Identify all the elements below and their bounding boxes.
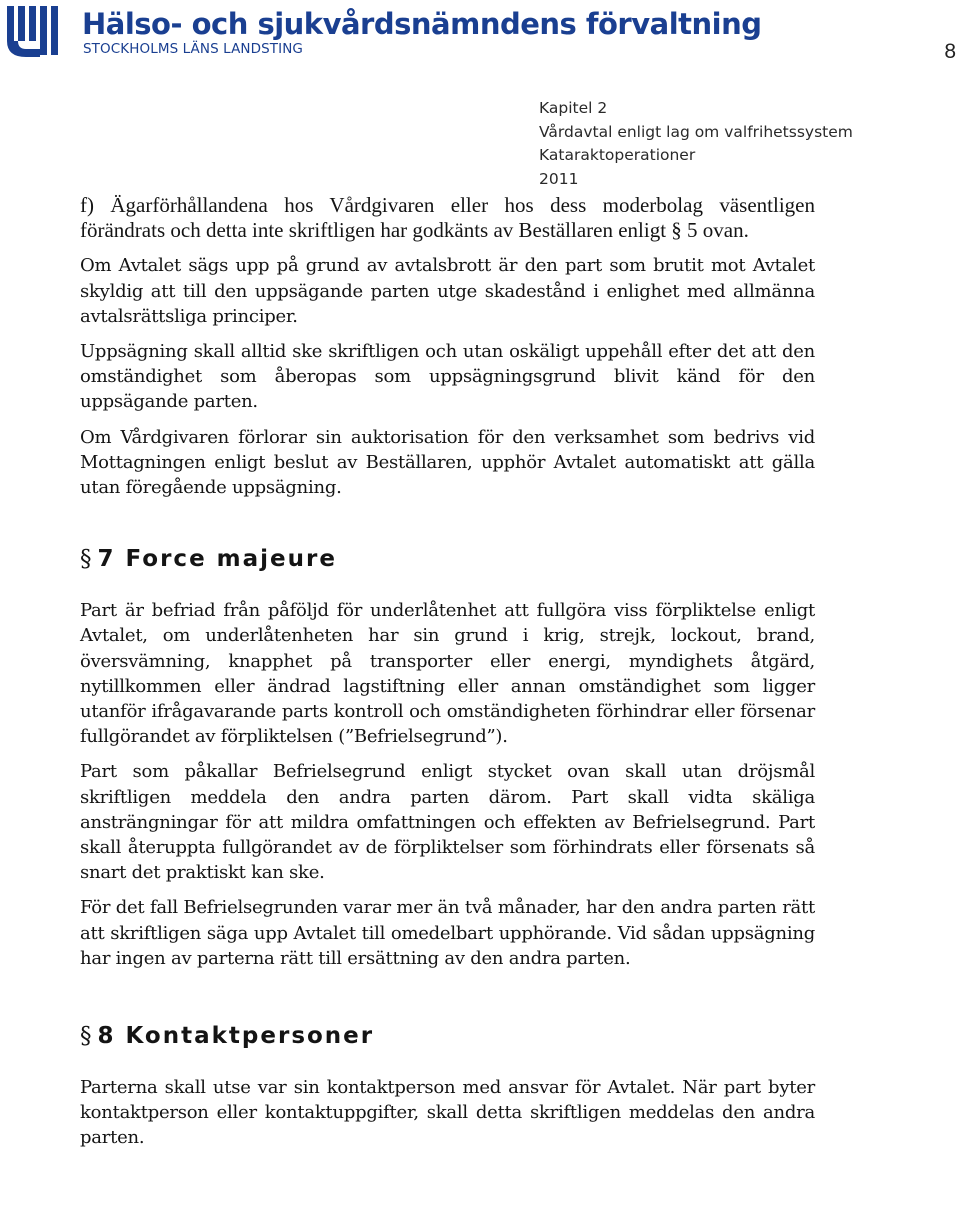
section-title: 7 Force majeure [97, 546, 337, 573]
section-heading-contacts [80, 1023, 815, 1049]
document-body [80, 193, 815, 1161]
meta-procedure: Kataraktoperationer [539, 146, 696, 164]
paragraph-authorization-loss: Om Vårdgivaren förlorar sin auktorisation för den verksamhet som bedrivs vid Mottagningen enligt beslut av Beställaren, upphör Avtalet automatiskt att gälla utan föregående uppsägning. [80, 426, 815, 499]
paragraph-ownership-change: f) Ägarförhållandena hos Vårdgivaren eller hos dess moderbolag väsentligen förändrats och detta inte skriftligen har godkänts av Beställaren enligt § 5 ovan. [80, 193, 815, 243]
paragraph-breach-damages: Om Avtalet sägs upp på grund av avtalsbrott är den part som brutit mot Avtalet skyldig att till den uppsägande parten utge skadestånd i enlighet med allmänna avtalsrättsliga principer. [80, 255, 815, 327]
section-mark: § [80, 546, 92, 573]
paragraph-contact-persons: Parterna skall utse var sin kontaktperson med ansvar för Avtalet. När part byter kontaktperson eller kontaktuppgifter, skall detta skriftligen meddelas den andra parten. [80, 1077, 815, 1149]
document-meta [539, 97, 853, 191]
logo-bar-2 [18, 6, 25, 41]
organization-subtitle: STOCKHOLMS LÄNS LANDSTING [83, 41, 303, 57]
meta-chapter: Kapitel 2 [539, 99, 608, 117]
paragraph-force-majeure-notice: Part som påkallar Befrielsegrund enligt stycket ovan skall utan dröjsmål skriftligen meddela den andra parten därom. Part skall vidta skäliga ansträngningar för att mildra omfattningen och effekten av Befrielsegrund. Part skall återuppta fullgörandet av de förpliktelser som förhindrats eller försenats så snart det praktiskt kan ske. [80, 761, 815, 884]
organization-name: Hälso- och sjukvårdsnämndens förvaltning [82, 7, 762, 41]
section-mark: § [80, 1023, 92, 1050]
paragraph-termination-written: Uppsägning skall alltid ske skriftligen och utan oskäligt uppehåll efter det att den omständighet som åberopas som uppsägningsgrund blivit känd för den uppsägande parten. [80, 341, 815, 413]
logo-curve [7, 41, 40, 57]
landsting-logo [4, 5, 76, 59]
meta-agreement: Vårdavtal enligt lag om valfrihetssystem [539, 122, 853, 141]
logo-bar-4 [40, 6, 47, 55]
logo-bar-1 [7, 6, 14, 41]
page-number: 8 [944, 40, 956, 63]
logo-bar-5 [51, 6, 58, 55]
section-heading-force-majeure [80, 546, 815, 572]
paragraph-force-majeure-definition: Part är befriad från påföljd för underlåtenhet att fullgöra viss förpliktelse enligt Avtalet, om underlåtenheten har sin grund i krig, strejk, lockout, brand, översvämning, knapphet på transporter eller energi, myndighets åtgärd, nytillkommen eller ändrad lagstiftning eller annan omständighet som ligger utanför ifrågavarande parts kontroll och omständigheten förhindrar eller försenar fullgörandet av förpliktelsen (”Befrielsegrund”). [80, 600, 815, 748]
meta-year: 2011 [539, 169, 579, 188]
paragraph-force-majeure-termination: För det fall Befrielsegrunden varar mer än två månader, har den andra parten rätt att skriftligen säga upp Avtalet till omedelbart upphörande. Vid sådan uppsägning har ingen av parterna rätt till ersättning av den andra parten. [80, 897, 815, 969]
logo-bar-3 [29, 6, 36, 41]
section-title: 8 Kontaktpersoner [97, 1023, 375, 1050]
